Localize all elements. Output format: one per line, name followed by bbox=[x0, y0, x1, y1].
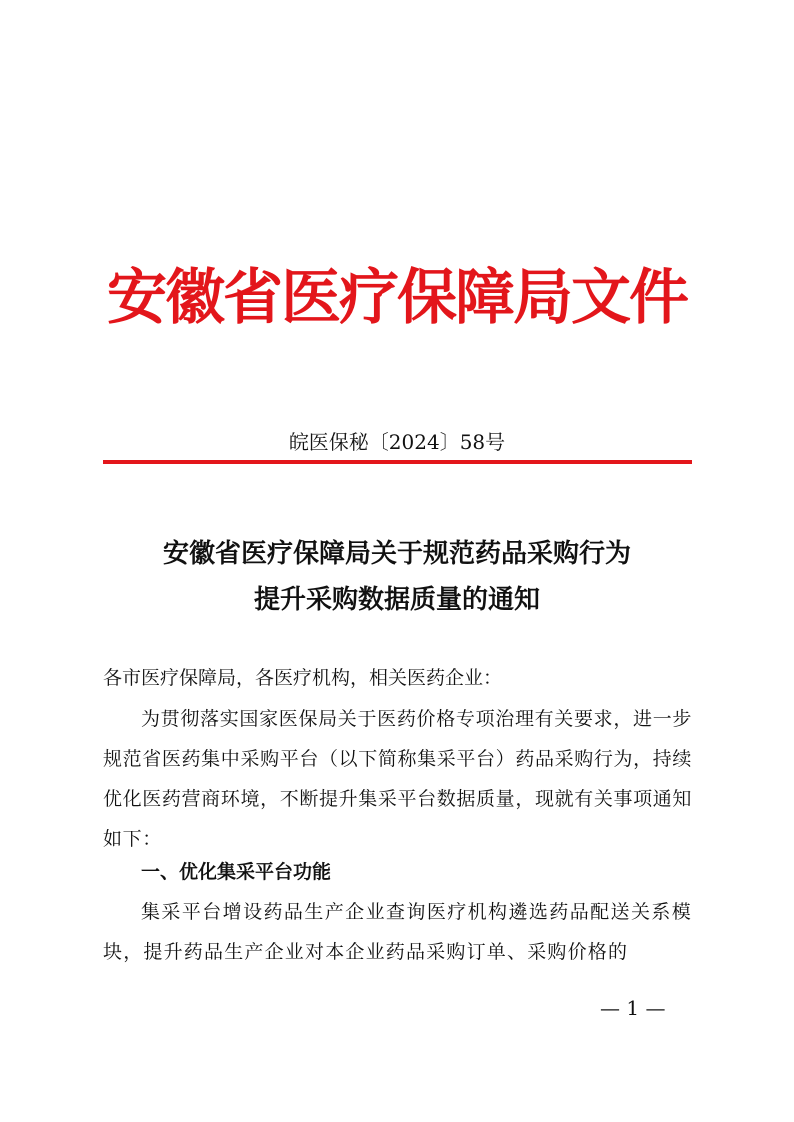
masthead-title: 安徽省医疗保障局文件 bbox=[107, 263, 687, 333]
red-divider-line bbox=[103, 460, 692, 464]
section-heading-1: 一、优化集采平台功能 bbox=[141, 861, 332, 883]
notice-title-line-1: 安徽省医疗保障局关于规范药品采购行为 bbox=[162, 539, 631, 569]
body-paragraph-1: 为贯彻落实国家医保局关于医药价格专项治理有关要求，进一步规范省医药集中采购平台（以下简称集采平台）药品采购行为，持续优化医药营商环境，不断提升集采平台数据质量，现就有关事项通知如下： bbox=[103, 708, 692, 850]
salutation: 各市医疗保障局，各医疗机构，相关医药企业： bbox=[103, 667, 503, 689]
document-number: 皖医保秘〔2024〕58号 bbox=[288, 430, 506, 454]
body-paragraph-2: 集采平台增设药品生产企业查询医疗机构遴选药品配送关系模块，提升药品生产企业对本企业药品采购订单、采购价格的 bbox=[103, 901, 692, 963]
page-number: — 1 — bbox=[600, 996, 666, 1020]
notice-title-line-2: 提升采购数据质量的通知 bbox=[253, 585, 540, 615]
